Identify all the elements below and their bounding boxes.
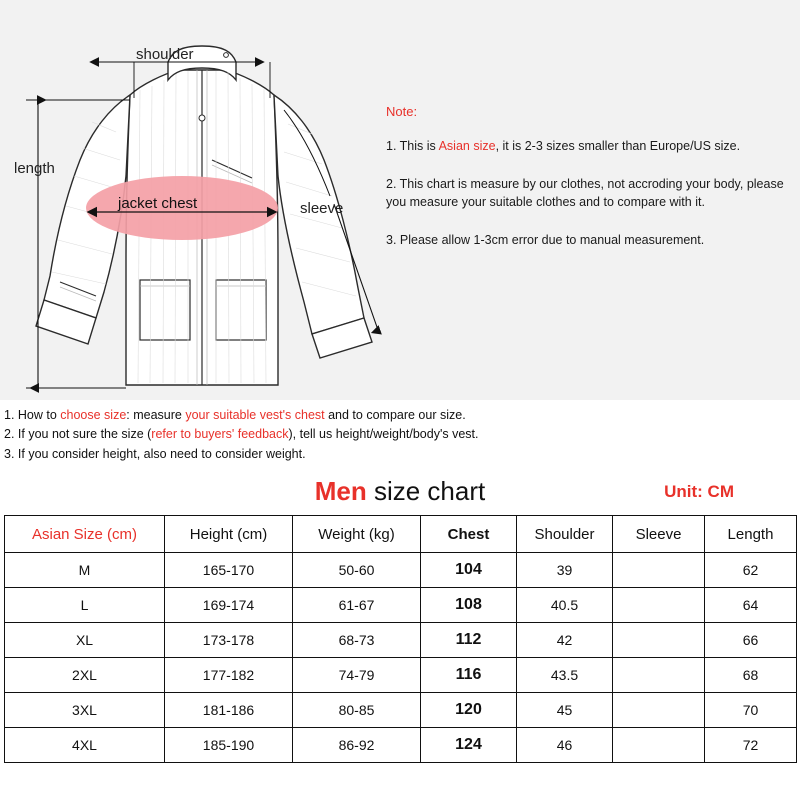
cell-sleeve	[613, 728, 705, 763]
instruction-line-2	[4, 425, 796, 444]
cell-weight: 86-92	[293, 728, 421, 763]
chart-unit: Unit: CM	[664, 482, 734, 502]
table-row	[5, 728, 797, 763]
cell-weight: 61-67	[293, 588, 421, 623]
cell-sleeve	[613, 658, 705, 693]
note-item-3: 3. Please allow 1-3cm error due to manual measurement.	[386, 233, 705, 248]
label-length: length	[14, 160, 55, 177]
cell-chest: 108	[421, 588, 517, 623]
cell-chest: 116	[421, 658, 517, 693]
cell-size: L	[5, 588, 165, 623]
chart-title-men: Men	[314, 476, 367, 507]
chart-title	[0, 468, 800, 515]
cell-length: 64	[705, 588, 797, 623]
instruction-2-r1: refer to buyers' feedback	[151, 427, 289, 442]
label-jacket-chest: jacket chest	[118, 195, 198, 212]
cell-chest: 104	[421, 553, 517, 588]
table-row	[5, 553, 797, 588]
instruction-1-p3: and to compare our size.	[324, 408, 466, 422]
header-asian-size: Asian Size (cm)	[5, 516, 165, 553]
instruction-1-p2: : measure	[126, 408, 186, 422]
instructions-block	[0, 400, 800, 468]
cell-shoulder: 42	[517, 623, 613, 658]
instruction-line-3	[4, 445, 796, 464]
cell-size: XL	[5, 623, 165, 658]
cell-height: 173-178	[165, 623, 293, 658]
header-weight: Weight (kg)	[293, 516, 421, 553]
instruction-1-p1: 1. How to	[4, 408, 61, 422]
cell-length: 62	[705, 553, 797, 588]
header-shoulder: Shoulder	[517, 516, 613, 553]
cell-sleeve	[613, 553, 705, 588]
label-sleeve: sleeve	[300, 200, 344, 217]
size-table	[4, 515, 797, 763]
size-table-head	[5, 516, 797, 553]
instruction-2-p2: ), tell us height/weight/body's vest.	[288, 427, 479, 442]
size-table-body	[5, 553, 797, 763]
header-length: Length	[705, 516, 797, 553]
cell-height: 181-186	[165, 693, 293, 728]
note-item-1-prefix: 1. This is	[386, 139, 439, 153]
cell-shoulder: 39	[517, 553, 613, 588]
cell-height: 177-182	[165, 658, 293, 693]
note-item-2: 2. This chart is measure by our clothes, not accroding your body, please you measure your suitable clothes and to compare with it.	[386, 177, 784, 210]
cell-size: 2XL	[5, 658, 165, 693]
cell-sleeve	[613, 588, 705, 623]
instruction-2-p1: 2. If you not sure the size (	[4, 427, 152, 442]
cell-shoulder: 45	[517, 693, 613, 728]
cell-shoulder: 40.5	[517, 588, 613, 623]
cell-length: 72	[705, 728, 797, 763]
table-header-row	[5, 516, 797, 553]
label-shoulder: shoulder	[136, 46, 194, 63]
note-item-1	[386, 137, 786, 155]
cell-sleeve	[613, 623, 705, 658]
cell-size: M	[5, 553, 165, 588]
cell-weight: 68-73	[293, 623, 421, 658]
cell-size: 4XL	[5, 728, 165, 763]
cell-weight: 50-60	[293, 553, 421, 588]
cell-height: 165-170	[165, 553, 293, 588]
cell-height: 185-190	[165, 728, 293, 763]
cell-sleeve	[613, 693, 705, 728]
table-row	[5, 588, 797, 623]
cell-shoulder: 46	[517, 728, 613, 763]
note-block	[386, 104, 786, 270]
header-chest: Chest	[421, 516, 517, 553]
table-row	[5, 658, 797, 693]
note-item-1-suffix: , it is 2-3 sizes smaller than Europe/US size.	[495, 139, 741, 153]
note-item-1-highlight: Asian size	[438, 139, 496, 153]
table-row	[5, 693, 797, 728]
instruction-3-p1: 3. If you consider height, also need to consider weight.	[4, 446, 306, 461]
cell-weight: 74-79	[293, 658, 421, 693]
header-height: Height (cm)	[165, 516, 293, 553]
cell-chest: 120	[421, 693, 517, 728]
cell-height: 169-174	[165, 588, 293, 623]
cell-length: 68	[705, 658, 797, 693]
note-title: Note:	[386, 104, 418, 119]
cell-chest: 124	[421, 728, 517, 763]
instruction-1-r2: your suitable vest's chest	[185, 408, 325, 422]
cell-length: 66	[705, 623, 797, 658]
table-row	[5, 623, 797, 658]
size-chart-section	[0, 468, 800, 763]
chart-title-rest: size chart	[366, 476, 486, 507]
cell-shoulder: 43.5	[517, 658, 613, 693]
cell-chest: 112	[421, 623, 517, 658]
cell-size: 3XL	[5, 693, 165, 728]
instruction-line-1	[4, 406, 796, 425]
cell-length: 70	[705, 693, 797, 728]
cell-weight: 80-85	[293, 693, 421, 728]
instruction-1-r1: choose size	[60, 408, 127, 422]
header-sleeve: Sleeve	[613, 516, 705, 553]
